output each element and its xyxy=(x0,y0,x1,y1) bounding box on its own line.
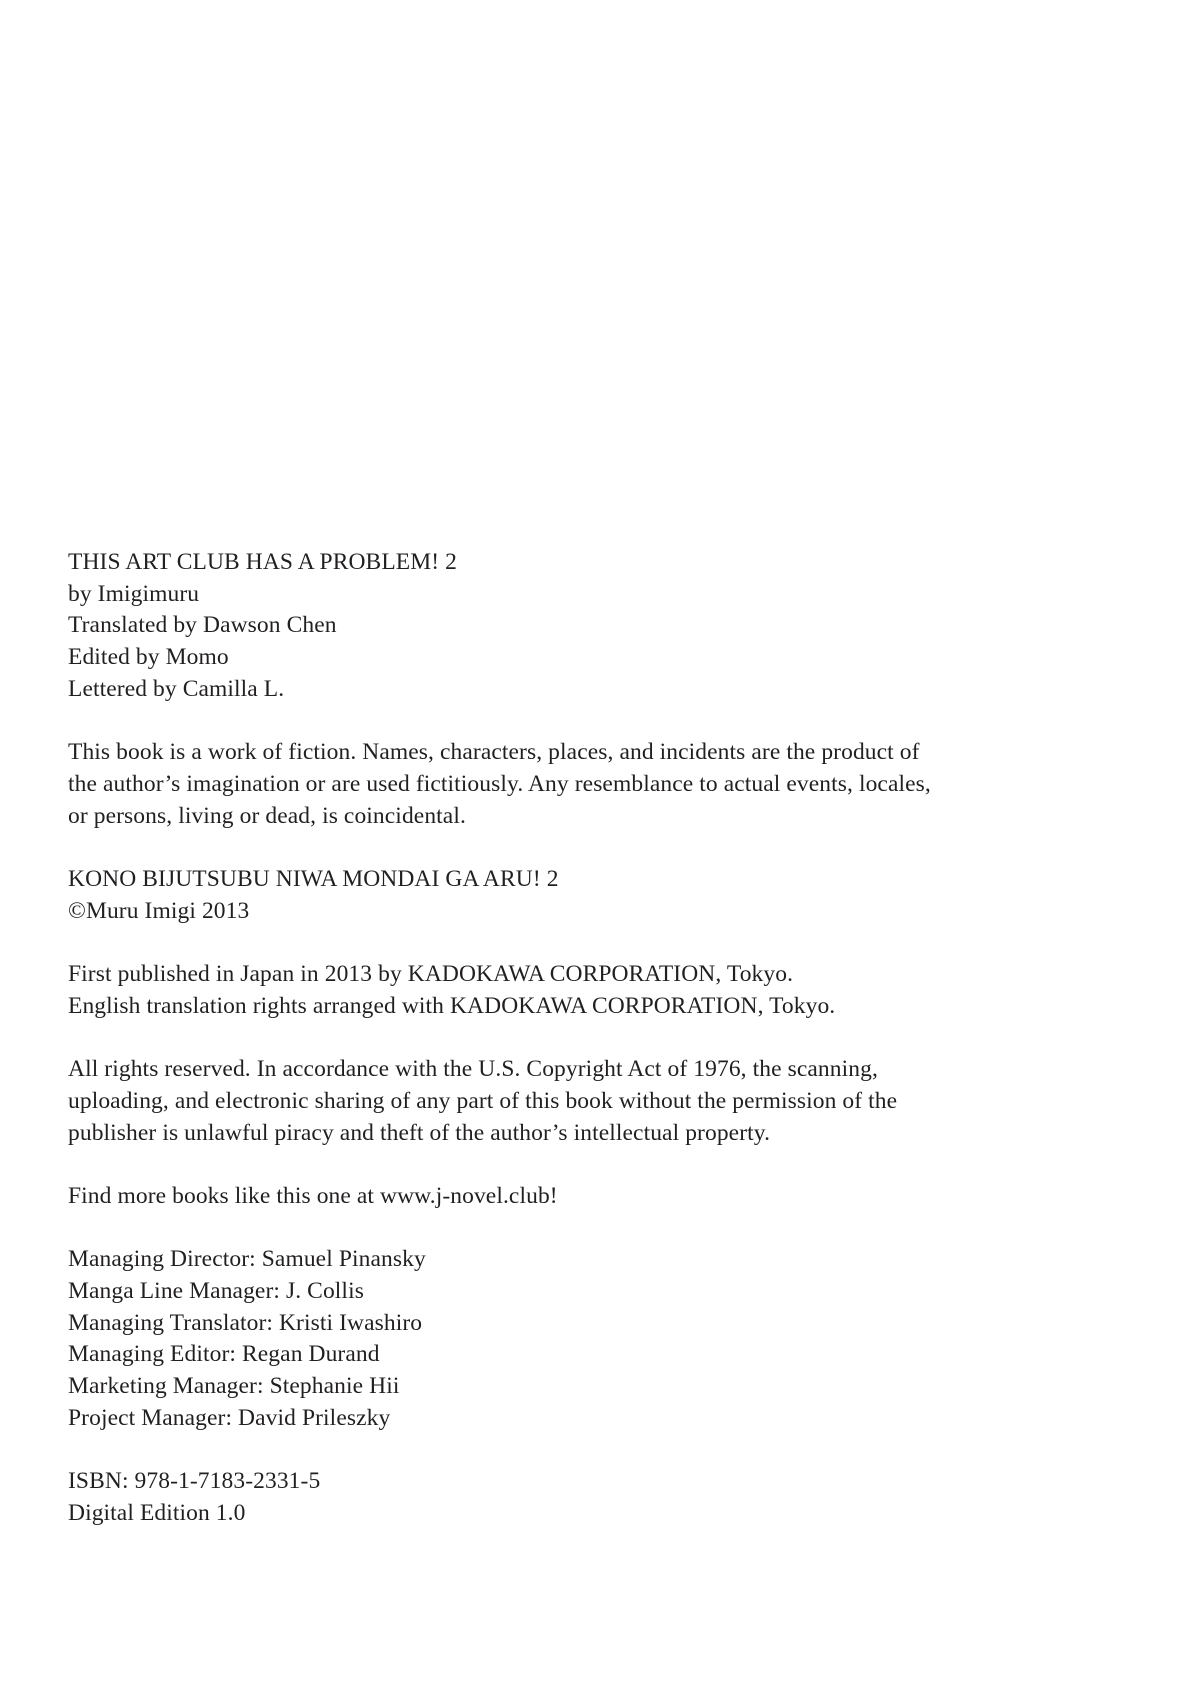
rights-line: All rights reserved. In accordance with the U.S. Copyright Act of 1976, the scanning, xyxy=(68,1056,878,1083)
isbn-line: ISBN: 978-1-7183-2331-5 xyxy=(68,1468,321,1495)
edition-block xyxy=(68,1466,931,1529)
japanese-title: KONO BIJUTSUBU NIWA MONDAI GA ARU! 2 xyxy=(68,866,559,892)
rights-reserved-block xyxy=(68,1054,931,1149)
rights-line: publisher is unlawful piracy and theft of the author’s intellectual property. xyxy=(68,1119,771,1146)
publication-block xyxy=(68,959,931,1022)
book-title: THIS ART CLUB HAS A PROBLEM! 2 xyxy=(68,549,457,575)
staff-marketing-manager: Marketing Manager: Stephanie Hii xyxy=(68,1373,400,1400)
rights-line: uploading, and electronic sharing of any part of this book without the permission of the xyxy=(68,1087,898,1114)
translator-credit: Translated by Dawson Chen xyxy=(68,612,337,639)
title-credits-block xyxy=(68,547,931,706)
staff-manga-line-manager: Manga Line Manager: J. Collis xyxy=(68,1278,364,1305)
promo-block xyxy=(68,1181,931,1213)
staff-managing-director: Managing Director: Samuel Pinansky xyxy=(68,1246,426,1273)
letterer-credit: Lettered by Camilla L. xyxy=(68,675,285,702)
digital-edition-line: Digital Edition 1.0 xyxy=(68,1499,246,1526)
disclaimer-line: or persons, living or dead, is coincidental. xyxy=(68,802,466,829)
staff-managing-editor: Managing Editor: Regan Durand xyxy=(68,1341,380,1368)
promo-line: Find more books like this one at www.j-novel.club! xyxy=(68,1182,558,1209)
author-credit: by Imigimuru xyxy=(68,580,200,607)
first-published-line: First published in Japan in 2013 by KADOKAWA CORPORATION, Tokyo. xyxy=(68,961,794,988)
copyright-notice: ©Muru Imigi 2013 xyxy=(68,897,250,924)
staff-credits-block xyxy=(68,1244,931,1434)
staff-project-manager: Project Manager: David Prileszky xyxy=(68,1404,391,1431)
editor-credit: Edited by Momo xyxy=(68,644,229,671)
fiction-disclaimer xyxy=(68,737,931,832)
disclaimer-line: This book is a work of fiction. Names, characters, places, and incidents are the product of xyxy=(68,739,920,766)
staff-managing-translator: Managing Translator: Kristi Iwashiro xyxy=(68,1309,423,1336)
colophon-text-block xyxy=(68,547,931,1530)
translation-rights-line: English translation rights arranged with KADOKAWA CORPORATION, Tokyo. xyxy=(68,992,836,1019)
disclaimer-line: the author’s imagination or are used fictitiously. Any resemblance to actual events, locales, xyxy=(68,770,931,797)
original-title-block xyxy=(68,864,931,927)
